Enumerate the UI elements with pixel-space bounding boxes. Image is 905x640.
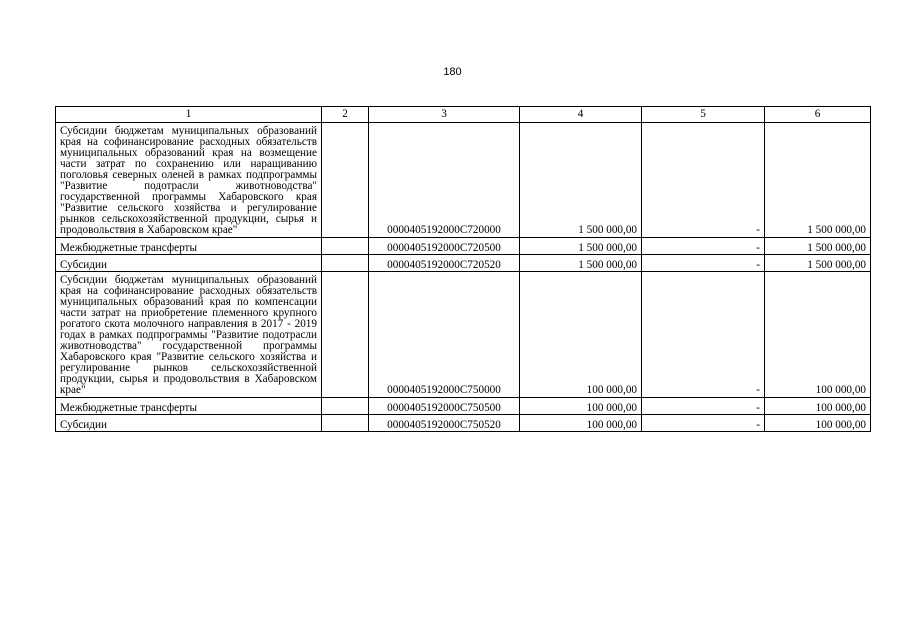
table-row bbox=[56, 238, 871, 255]
row-col5: - bbox=[642, 398, 765, 415]
row-col5: - bbox=[642, 123, 765, 238]
row-code: 0000405192000C720520 bbox=[369, 255, 520, 272]
row-amount: 1 500 000,00 bbox=[520, 238, 642, 255]
row-col5: - bbox=[642, 415, 765, 432]
row-code: 0000405192000C750000 bbox=[369, 272, 520, 398]
row-name: Субсидии бюджетам муниципальных образований края на софинансирование расходных обязательств муниципальных образований края на возмещение части затрат по сохранению или наращиванию поголовья северных оленей в рамках подпрограммы "Развитие подотрасли животноводства" государственной программы Хабаровского края "Развитие сельского хозяйства и регулирование рынков сельскохозяйственной продукции, сырья и продовольствия в Хабаровском крае" bbox=[56, 123, 322, 238]
row-total: 100 000,00 bbox=[765, 398, 871, 415]
table-row bbox=[56, 123, 871, 238]
row-amount: 1 500 000,00 bbox=[520, 255, 642, 272]
row-name: Субсидии bbox=[56, 255, 322, 272]
row-col2 bbox=[322, 123, 369, 238]
table-row bbox=[56, 272, 871, 398]
row-total: 100 000,00 bbox=[765, 415, 871, 432]
column-header: 1 bbox=[56, 107, 322, 123]
column-header: 6 bbox=[765, 107, 871, 123]
column-header: 4 bbox=[520, 107, 642, 123]
row-name: Субсидии bbox=[56, 415, 322, 432]
row-col2 bbox=[322, 398, 369, 415]
table-header-row bbox=[56, 107, 871, 123]
row-col2 bbox=[322, 255, 369, 272]
row-col2 bbox=[322, 238, 369, 255]
budget-table bbox=[55, 106, 871, 432]
row-amount: 100 000,00 bbox=[520, 398, 642, 415]
row-col5: - bbox=[642, 272, 765, 398]
row-name: Межбюджетные трансферты bbox=[56, 398, 322, 415]
row-col5: - bbox=[642, 238, 765, 255]
row-code: 0000405192000C750500 bbox=[369, 398, 520, 415]
row-code: 0000405192000C720500 bbox=[369, 238, 520, 255]
row-total: 1 500 000,00 bbox=[765, 238, 871, 255]
row-code: 0000405192000C750520 bbox=[369, 415, 520, 432]
row-col5: - bbox=[642, 255, 765, 272]
table-row bbox=[56, 415, 871, 432]
row-total: 100 000,00 bbox=[765, 272, 871, 398]
row-amount: 1 500 000,00 bbox=[520, 123, 642, 238]
row-name: Субсидии бюджетам муниципальных образований края на софинансирование расходных обязательств муниципальных образований края по компенсации части затрат на приобретение племенного крупного рогатого скота молочного направления в 2017 - 2019 годах в рамках подпрограммы "Развитие подотрасли животноводства" государственной программы Хабаровского края "Развитие сельского хозяйства и регулирование рынков сельскохозяйственной продукции, сырья и продовольствия в Хабаровском крае" bbox=[56, 272, 322, 398]
row-amount: 100 000,00 bbox=[520, 415, 642, 432]
row-name: Межбюджетные трансферты bbox=[56, 238, 322, 255]
page-number: 180 bbox=[443, 66, 462, 78]
column-header: 2 bbox=[322, 107, 369, 123]
row-total: 1 500 000,00 bbox=[765, 123, 871, 238]
column-header: 3 bbox=[369, 107, 520, 123]
row-code: 0000405192000C720000 bbox=[369, 123, 520, 238]
row-col2 bbox=[322, 415, 369, 432]
column-header: 5 bbox=[642, 107, 765, 123]
row-col2 bbox=[322, 272, 369, 398]
row-total: 1 500 000,00 bbox=[765, 255, 871, 272]
row-amount: 100 000,00 bbox=[520, 272, 642, 398]
table-row bbox=[56, 398, 871, 415]
table-row bbox=[56, 255, 871, 272]
